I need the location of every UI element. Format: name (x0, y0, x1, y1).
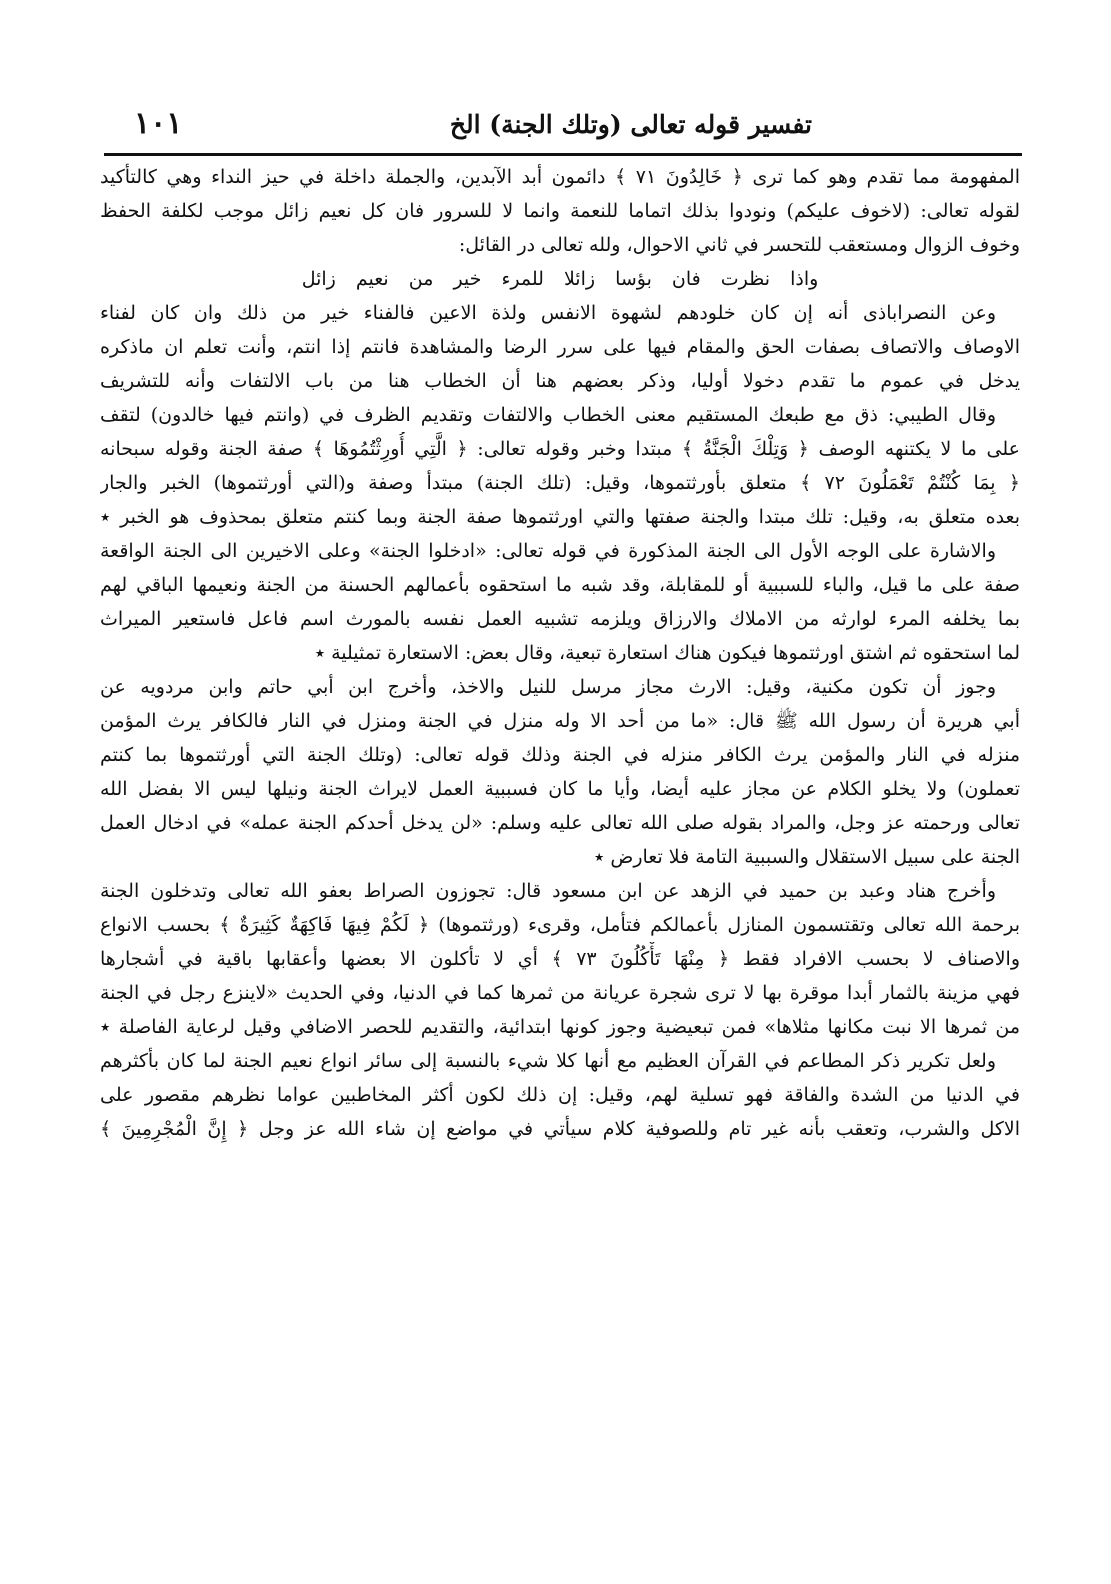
text-line: وجوز أن تكون مكنية، وقيل: الارث مجاز مرسل للنيل والاخذ، وأخرج ابن أبي حاتم وابن مردويه عن (100, 676, 996, 698)
text-line: فهي مزينة بالثمار أبدا موقرة بها لا ترى شجرة عريانة من ثمرها كما في الدنيا، وفي الحديث «لاينزع رجل في الجنة (100, 982, 1020, 1004)
text-line: تعالى ورحمته عز وجل، والمراد بقوله صلى الله تعالى عليه وسلم: «لن يدخل أحدكم الجنة عمله» في ادخال العمل (100, 812, 1020, 834)
text-line: بعده متعلق به، وقيل: تلك مبتدا والجنة صفتها والتي اورثتموها صفة الجنة وبما كنتم متعلق بمحذوف هو الخبر ٭ (100, 506, 1020, 528)
header-rule (104, 153, 1022, 156)
text-line: ﴿ بِمَا كُنْتُمْ تَعْمَلُونَ ٧٢ ﴾ متعلق بأورثتموها، وقيل: (تلك الجنة) مبتدأ وصفة و(التي أورثتموها) الخبر والجار (100, 472, 1020, 494)
page-header (104, 100, 1022, 150)
text-line: الاكل والشرب، وتعقب بأنه غير تام وللصوفية كلام سيأتي في مواضع إن شاء الله عز وجل ﴿ إِنَّ الْمُجْرِمِينَ ﴾ (100, 1118, 1020, 1140)
text-line: يدخل في عموم ما تقدم دخولا أوليا، وذكر بعضهم هنا أن الخطاب هنا من باب الالتفات وأنه للتشريف (100, 370, 1020, 392)
text-line: وخوف الزوال ومستعقب للتحسر في ثاني الاحوال، ولله تعالى در القائل: (458, 234, 1020, 256)
text-line: الجنة على سبيل الاستقلال والسببية التامة فلا تعارض ٭ (593, 846, 1020, 868)
text-line: من ثمرها الا نبت مكانها مثلاها» فمن تبعيضية وجوز كونها ابتدائية، والتقديم للحصر الاضافي وقيل لرعاية الفاصلة ٭ (100, 1016, 1020, 1038)
verse-line: واذا نظرت فان بؤسا زائلا للمرء خير من نعيم زائل (301, 268, 819, 290)
text-line: بما يخلفه المرء لوارثه من الاملاك والارزاق ويلزمه تشبيه العمل نفسه بالمورث اسم فاعل فاستعير الميراث (100, 608, 1020, 630)
text-line: المفهومة مما تقدم وهو كما ترى ﴿ خَالِدُونَ ٧١ ﴾ دائمون أبد الآبدين، والجملة داخلة في حيز النداء وهي كالتأكيد (100, 166, 1020, 188)
text-line: تعملون) ولا يخلو الكلام عن مجاز عليه أيضا، وأيا ما كان فسببية العمل لايراث الجنة ونيلها ليس الا بفضل الله (100, 778, 1020, 800)
text-line: لما استحقوه ثم اشتق اورثتموها فيكون هناك استعارة تبعية، وقال بعض: الاستعارة تمثيلية ٭ (314, 642, 1020, 664)
running-title: تفسير قوله تعالى (وتلك الجنة) الخ (449, 110, 812, 139)
body-text (100, 160, 1020, 1146)
text-line: صفة على ما قيل، والباء للسببية أو للمقابلة، وقد شبه ما استحقوه بأعمالهم الحسنة من الجنة ونعيمها الباقي لهم (100, 574, 1020, 596)
text-line: الاوصاف والاتصاف بصفات الحق والمقام فيها على سرر الرضا والمشاهدة فانتم إذا انتم، وأنت تعلم ان ماذكره (100, 336, 1020, 358)
text-line: منزله في النار والمؤمن يرث الكافر منزله في الجنة وذلك قوله تعالى: (وتلك الجنة التي أورثتموها بما كنتم (100, 744, 1020, 766)
text-line: وعن النصراباذى أنه إن كان خلودهم لشهوة الانفس ولذة الاعين فالفناء خير من ذلك وان كان لفناء (100, 302, 996, 324)
page-number: ١٠١ (134, 106, 183, 141)
text-line: وقال الطيبي: ذق مع طبعك المستقيم معنى الخطاب والالتفات وتقديم الظرف في (وانتم فيها خالدون) لتقف (100, 404, 996, 426)
text-line: وأخرج هناد وعبد بن حميد في الزهد عن ابن مسعود قال: تجوزون الصراط بعفو الله تعالى وتدخلون الجنة (100, 880, 996, 902)
text-line: ولعل تكرير ذكر المطاعم في القرآن العظيم مع أنها كلا شيء بالنسبة إلى سائر انواع نعيم الجنة لما كان بأكثرهم (100, 1050, 997, 1072)
text-line: على ما لا يكتنهه الوصف ﴿ وَتِلْكَ الْجَنَّةُ ﴾ مبتدا وخبر وقوله تعالى: ﴿ الَّتِي أُورِثْتُمُوهَا ﴾ صفة الجنة وقوله سبحانه (100, 438, 1020, 460)
text-line: لقوله تعالى: (لاخوف عليكم) ونودوا بذلك اتماما للنعمة وانما لا للسرور فان كل نعيم زائل موجب لكلفة الحفظ (100, 200, 1020, 222)
text-line: أبي هريرة أن رسول الله ﷺ قال: «ما من أحد الا وله منزل في الجنة ومنزل في النار فالكافر يرث المؤمن (100, 710, 1020, 732)
text-line: والاصناف لا بحسب الافراد فقط ﴿ مِنْهَا تَأْكُلُونَ ٧٣ ﴾ أي لا تأكلون الا بعضها وأعقابها باقية في أشجارها (100, 948, 1020, 970)
text-line: برحمة الله تعالى وتقتسمون المنازل بأعمالكم فتأمل، وقرىء (ورثتموها) ﴿ لَكُمْ فِيهَا فَاكِهَةٌ كَثِيرَةٌ ﴾ بحسب الانواع (100, 914, 1020, 936)
text-line: في الدنيا من الشدة والفاقة فهو تسلية لهم، وقيل: إن ذلك لكون أكثر المخاطبين عواما نظرهم مقصور على (100, 1084, 1020, 1106)
text-line: والاشارة على الوجه الأول الى الجنة المذكورة في قوله تعالى: «ادخلوا الجنة» وعلى الاخيرين الى الجنة الواقعة (100, 540, 996, 562)
